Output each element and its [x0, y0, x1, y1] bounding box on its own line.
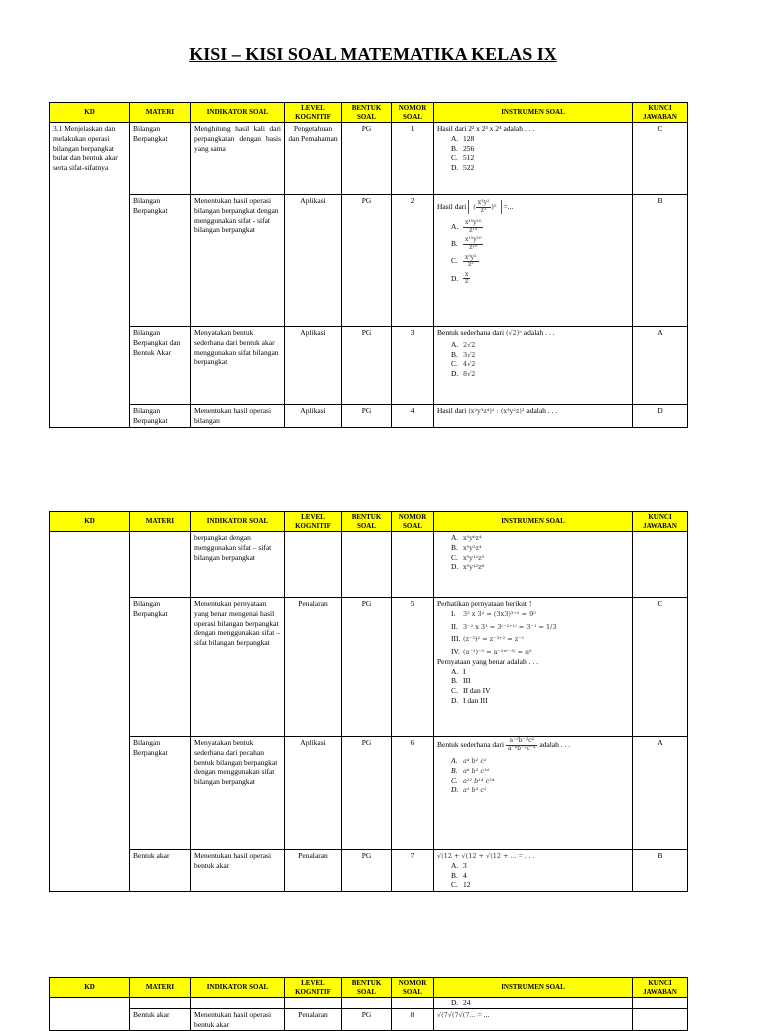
bentuk-cell: PG	[342, 195, 392, 327]
materi-cell: Bentuk akar	[130, 1008, 191, 1031]
indikator-cell: Menghitung hasil kali dari perpangkatan dengan basis yang sama	[191, 123, 285, 195]
instrumen-cell: √(7√(7√(7... = ...	[434, 1008, 633, 1031]
math-expression: (√2)⁵	[505, 329, 522, 337]
header-level: LEVEL KOGNITIF	[285, 103, 342, 123]
math-expression: √(7√(7√(7...	[437, 1010, 476, 1019]
option-list	[437, 861, 629, 890]
table-row	[50, 850, 688, 892]
table-row	[50, 405, 688, 428]
indikator-cell: Menyatakan bentuk sederhana dari pecahan bentuk bilangan berpangkat dengan menggunakan sifat bilangan berpangkat	[191, 737, 285, 850]
option-list	[437, 667, 629, 706]
header-instrumen: INSTRUMEN SOAL	[434, 103, 633, 123]
level-cell	[285, 998, 342, 1009]
option-item: A. I	[451, 666, 466, 676]
statement-list	[437, 609, 629, 657]
header-kunci: KUNCI JAWABAN	[633, 978, 688, 998]
instrumen-cell	[434, 850, 633, 892]
option-list	[437, 134, 629, 173]
option-item: D. 8√2	[451, 369, 476, 378]
indikator-cell: Menentukan hasil operasi bentuk akar	[191, 850, 285, 892]
statement-item: I. 3³ x 3² = (3x3)³⁺² = 9⁵	[451, 608, 536, 618]
option-item: B. x⁵y²z⁴	[451, 542, 482, 552]
option-item: A. x⁵y⁶z⁴	[451, 533, 482, 542]
materi-cell: Bilangan Berpangkat	[130, 123, 191, 195]
instrumen-cell	[434, 998, 633, 1009]
option-item: A. $\frac{\text{x¹⁵y¹⁰}}{\text{z¹⁰}}$	[451, 219, 482, 234]
level-cell: Penalaran	[285, 850, 342, 892]
header-materi: MATERI	[130, 978, 191, 998]
option-item: A. a⁴ b² c²	[451, 756, 487, 766]
materi-cell: Bilangan Berpangkat	[130, 405, 191, 428]
level-cell: Penalaran	[285, 1008, 342, 1031]
header-bentuk: BENTUK SOAL	[342, 512, 392, 532]
option-item: D. 24	[451, 998, 471, 1007]
question-text: Bentuk sederhana dari $\frac{\text{a⁻²b⁻³c⁴}}{\text{a⁻⁴b⁻²c⁻⁴}}$ adalah . . .	[437, 737, 571, 752]
header-kd: KD	[50, 512, 130, 532]
indikator-cell: Menentukan hasil operasi bilangan berpangkat dengan menggunakan sifat - sifat bilangan berpangkat	[191, 195, 285, 327]
statement-item: IV. (a⁻²)⁻³ = a⁻²ˣ⁽⁻³⁾ = a⁶	[451, 647, 532, 656]
header-nomor: NOMOR SOAL	[392, 978, 434, 998]
table-row	[50, 998, 688, 1009]
materi-cell: Bilangan Berpangkat	[130, 737, 191, 850]
level-cell: Aplikasi	[285, 195, 342, 327]
kunci-cell	[633, 998, 688, 1009]
question-text: Perhatikan pernyataan berikut !	[437, 599, 532, 608]
materi-cell	[130, 998, 191, 1009]
nomor-cell	[392, 532, 434, 598]
kunci-cell: C	[633, 598, 688, 737]
bentuk-cell: PG	[342, 123, 392, 195]
math-expression: (x²y³z⁴)² : (x³y²z)³	[468, 407, 525, 415]
option-item: D. x⁵y¹²z⁶	[451, 562, 485, 572]
table-row	[50, 1008, 688, 1031]
statement-item: II. 3⁻² x 3¹ = 3⁽⁻²⁺¹⁾ = 3⁻¹ = 1/3	[451, 621, 557, 631]
page-title: KISI – KISI SOAL MATEMATIKA KELAS IX	[189, 44, 557, 64]
option-item: B. III	[451, 676, 471, 686]
nomor-cell: 8	[392, 1008, 434, 1031]
kunci-cell: D	[633, 405, 688, 428]
table-row	[50, 327, 688, 405]
bentuk-cell	[342, 998, 392, 1009]
option-item: D. I dan III	[451, 695, 488, 705]
option-item: D. a² b³ c²	[451, 785, 487, 795]
instrumen-cell	[434, 123, 633, 195]
nomor-cell: 4	[392, 405, 434, 428]
indikator-cell: Menentukan hasil operasi bentuk akar	[191, 1008, 285, 1031]
nomor-cell: 3	[392, 327, 434, 405]
kd-cell	[50, 532, 130, 892]
math-expression: ( $\frac{\text{x³y²}}{\text{z²}}$ )⁵	[468, 200, 501, 214]
bentuk-cell: PG	[342, 405, 392, 428]
instrumen-cell	[434, 737, 633, 850]
table-header	[50, 103, 688, 123]
level-cell: Penalaran	[285, 598, 342, 737]
kunci-cell	[633, 532, 688, 598]
nomor-cell: 5	[392, 598, 434, 737]
header-level: LEVEL KOGNITIF	[285, 512, 342, 532]
indikator-cell: berpangkat dengan menggunakan sifat – sifat bilangan berpangkat	[191, 532, 285, 598]
option-item: C. 12	[451, 880, 471, 890]
instrumen-cell	[434, 195, 633, 327]
bentuk-cell: PG	[342, 1008, 392, 1031]
nomor-cell: 1	[392, 123, 434, 195]
option-item: B. $\frac{\text{x¹⁵y¹⁰}}{\text{z¹⁰}}$	[451, 236, 482, 251]
option-item: C. $\frac{\text{x⁵y²}}{\text{z²}}$	[451, 253, 477, 269]
instrumen-cell: Hasil dari (x²y³z⁴)² : (x³y²z)³ adalah . . .	[434, 405, 633, 428]
bentuk-cell: PG	[342, 737, 392, 850]
instrumen-cell	[434, 598, 633, 737]
option-list	[437, 998, 629, 1008]
level-cell: Aplikasi	[285, 405, 342, 428]
kunci-cell: A	[633, 737, 688, 850]
kisi-table-3	[49, 977, 688, 1031]
header-materi: MATERI	[130, 103, 191, 123]
kunci-cell: B	[633, 850, 688, 892]
question-text: Pernyataan yang benar adalah . . .	[437, 656, 538, 666]
table-row	[50, 123, 688, 195]
materi-cell: Bilangan Berpangkat	[130, 195, 191, 327]
header-kd: KD	[50, 978, 130, 998]
option-item: A. 128	[451, 133, 475, 143]
materi-cell: Bentuk akar	[130, 850, 191, 892]
option-item: A. 2√2	[451, 339, 476, 349]
kunci-cell	[633, 1008, 688, 1031]
option-item: D. 522	[451, 163, 475, 172]
kisi-table-2	[49, 511, 688, 892]
table-row	[50, 532, 688, 598]
nomor-cell: 6	[392, 737, 434, 850]
header-nomor: NOMOR SOAL	[392, 103, 434, 123]
header-indikator: INDIKATOR SOAL	[191, 978, 285, 998]
level-cell: Pengetahuan dan Pemahaman	[285, 123, 342, 195]
header-kunci: KUNCI JAWABAN	[633, 103, 688, 123]
option-item: C. 4√2	[451, 359, 476, 369]
materi-cell: Bilangan Berpangkat	[130, 598, 191, 737]
table-row	[50, 737, 688, 850]
materi-cell: Bilangan Berpangkat dan Bentuk Akar	[130, 327, 191, 405]
option-item: C. 512	[451, 153, 475, 163]
option-item: B. 256	[451, 143, 475, 153]
option-list	[437, 533, 629, 572]
table-header	[50, 978, 688, 998]
kd-cell: 3.1 Menjelaskan dan melakukan operasi bilangan berpangkat bulat dan bentuk akar serta sifat-sifatnya	[50, 123, 130, 428]
math-expression: √(12 + √(12 + √(12 + ...	[437, 852, 517, 860]
nomor-cell: 2	[392, 195, 434, 327]
table-header	[50, 512, 688, 532]
option-item: B. 4	[451, 870, 467, 880]
level-cell: Aplikasi	[285, 737, 342, 850]
bentuk-cell	[342, 532, 392, 598]
header-nomor: NOMOR SOAL	[392, 512, 434, 532]
nomor-cell: 7	[392, 850, 434, 892]
bentuk-cell: PG	[342, 850, 392, 892]
question-text: √(12 + √(12 + √(12 + ... = . . .	[437, 851, 535, 860]
option-list	[437, 756, 629, 795]
option-item: B. 3√2	[451, 349, 476, 359]
option-item: C. a¹² b¹⁴ c²⁴	[451, 775, 495, 785]
header-materi: MATERI	[130, 512, 191, 532]
table-row	[50, 195, 688, 327]
option-item: C. x⁵y¹²z⁵	[451, 552, 485, 562]
kunci-cell: A	[633, 327, 688, 405]
option-item: B. a⁶ b² c¹⁶	[451, 765, 490, 775]
header-level: LEVEL KOGNITIF	[285, 978, 342, 998]
indikator-cell	[191, 998, 285, 1009]
kisi-table-1	[49, 102, 688, 428]
level-cell	[285, 532, 342, 598]
option-item: A. 3	[451, 860, 467, 870]
bentuk-cell: PG	[342, 598, 392, 737]
math-expression: $\frac{\text{a⁻²b⁻³c⁴}}{\text{a⁻⁴b⁻²c⁻⁴}}$	[507, 737, 536, 752]
question-text: Hasil dari 2² x 2³ x 2⁴ adalah . . .	[437, 124, 535, 133]
instrumen-cell	[434, 532, 633, 598]
statement-item: III. (z⁻³)² = z⁻³⁺² = z⁻¹	[451, 634, 525, 644]
header-kunci: KUNCI JAWABAN	[633, 512, 688, 532]
indikator-cell: Menyatakan bentuk sederhana dari bentuk akar menggunakan sifat bilangan berpangkat	[191, 327, 285, 405]
header-kd: KD	[50, 103, 130, 123]
question-text: Bentuk sederhana dari (√2)⁵ adalah . . .	[437, 328, 555, 337]
option-item: C. II dan IV	[451, 686, 491, 695]
option-list	[437, 220, 629, 286]
kunci-cell: B	[633, 195, 688, 327]
materi-cell	[130, 532, 191, 598]
header-indikator: INDIKATOR SOAL	[191, 512, 285, 532]
table-row	[50, 598, 688, 737]
indikator-cell: Menentukan hasil operasi bilangan	[191, 405, 285, 428]
instrumen-cell	[434, 327, 633, 405]
header-bentuk: BENTUK SOAL	[342, 103, 392, 123]
indikator-cell: Menentukan pernyataan yang benar mengenai hasil operasi bilangan berpangkat dengan menggunakan sifat – sifat bilangan berpangkat	[191, 598, 285, 737]
header-instrumen: INSTRUMEN SOAL	[434, 512, 633, 532]
header-instrumen: INSTRUMEN SOAL	[434, 978, 633, 998]
kd-cell	[50, 998, 130, 1031]
header-indikator: INDIKATOR SOAL	[191, 103, 285, 123]
kunci-cell: C	[633, 123, 688, 195]
level-cell: Aplikasi	[285, 327, 342, 405]
nomor-cell	[392, 998, 434, 1009]
question-text: Hasil dari ( $\frac{\text{x³y²}}{\text{z²}}$ )⁵ =...	[437, 199, 514, 214]
option-list	[437, 340, 629, 379]
option-item: D. $\frac{x}{z}$	[451, 270, 469, 286]
bentuk-cell: PG	[342, 327, 392, 405]
header-bentuk: BENTUK SOAL	[342, 978, 392, 998]
